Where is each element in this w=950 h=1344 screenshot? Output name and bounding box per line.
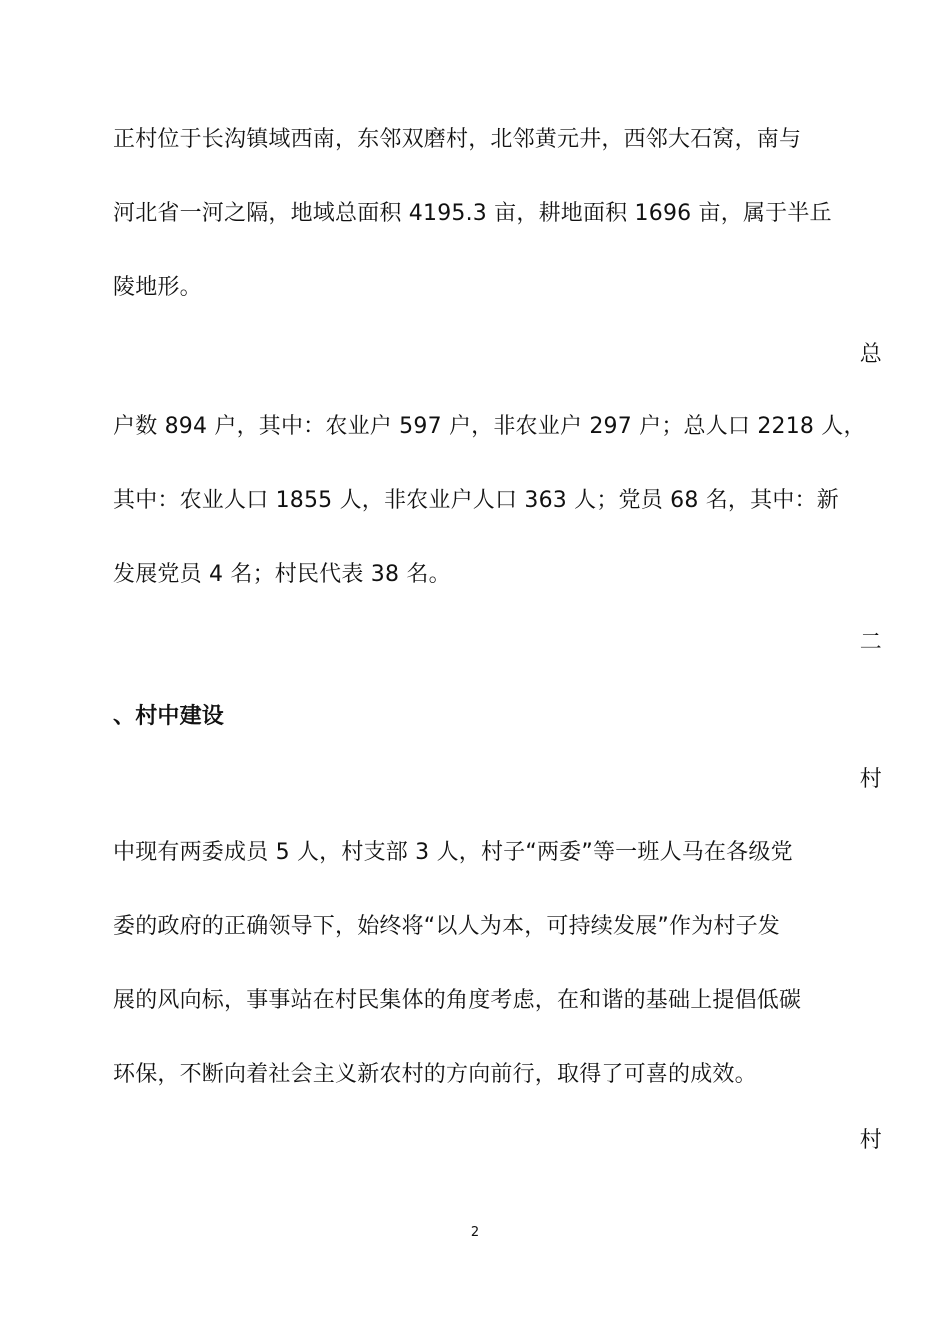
- paragraph-line: 其中：农业人口 1855 人，非农业户人口 363 人；党员 68 名，其中：新: [113, 488, 839, 513]
- paragraph-line: 正村位于长沟镇域西南，东邻双磨村，北邻黄元井，西邻大石窝，南与: [113, 127, 802, 152]
- page-number: 2: [470, 1225, 480, 1240]
- section-heading: 、村中建设: [113, 704, 225, 729]
- heading-lead-char: 二: [859, 630, 882, 655]
- paragraph-lead-char: 村: [859, 1128, 882, 1153]
- paragraph-line: 发展党员 4 名；村民代表 38 名。: [113, 562, 451, 587]
- paragraph-line: 委的政府的正确领导下，始终将“以人为本，可持续发展”作为村子发: [113, 914, 780, 939]
- paragraph-line: 陵地形。: [113, 275, 202, 300]
- paragraph-line: 展的风向标，事事站在村民集体的角度考虑，在和谐的基础上提倡低碳: [113, 988, 802, 1013]
- paragraph-lead-char: 总: [859, 342, 882, 367]
- paragraph-line: 户数 894 户，其中：农业户 597 户，非农业户 297 户；总人口 2218 人，: [113, 414, 866, 439]
- paragraph-line: 环保，不断向着社会主义新农村的方向前行，取得了可喜的成效。: [113, 1062, 757, 1087]
- paragraph-line: 河北省一河之隔，地域总面积 4195.3 亩，耕地面积 1696 亩，属于半丘: [113, 201, 832, 226]
- paragraph-lead-char: 村: [859, 767, 882, 792]
- paragraph-line: 中现有两委成员 5 人，村支部 3 人，村子“两委”等一班人马在各级党: [113, 840, 793, 865]
